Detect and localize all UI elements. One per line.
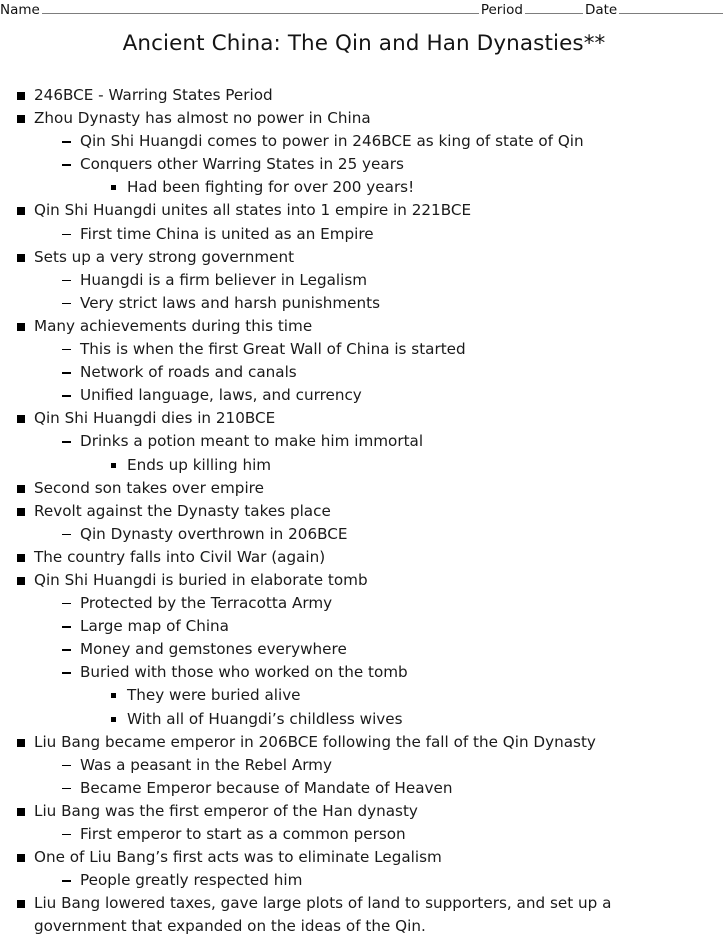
- dash-bullet-icon: [62, 534, 71, 535]
- outline-item-level-1: [0, 246, 728, 269]
- dash-bullet-icon: [62, 672, 71, 673]
- date-label: Date: [584, 2, 618, 18]
- outline-item-text: Network of roads and canals: [80, 363, 297, 382]
- outline-item-text: Second son takes over empire: [34, 478, 264, 497]
- outline-item-text: Qin Shi Huangdi dies in 210BCE: [34, 409, 276, 428]
- dash-bullet-icon: [62, 626, 71, 627]
- square-bullet-icon: [17, 508, 25, 516]
- dash-bullet-icon: [62, 303, 71, 304]
- outline-item-text: Buried with those who worked on the tomb: [80, 663, 408, 682]
- outline-item-level-3: [0, 454, 728, 477]
- page-title: Ancient China: The Qin and Han Dynasties**: [122, 31, 606, 56]
- outline-item-level-2: [0, 223, 728, 246]
- square-bullet-icon: [17, 739, 25, 747]
- outline-item-level-1: [0, 546, 728, 569]
- square-bullet-icon: [17, 415, 25, 423]
- outline-item-text: Sets up a very strong government: [34, 247, 295, 266]
- outline-item-text: Was a peasant in the Rebel Army: [80, 755, 332, 774]
- date-input-rule[interactable]: [619, 1, 723, 14]
- student-info-header: [0, 0, 728, 20]
- outline-item-text: First time China is united as an Empire: [80, 224, 374, 243]
- square-bullet-icon: [17, 854, 25, 862]
- dash-bullet-icon: [62, 441, 71, 442]
- outline-item-level-2: [0, 661, 728, 684]
- outline-item-level-2: [0, 430, 728, 453]
- outline-item-level-2: [0, 153, 728, 176]
- outline-item-level-2: [0, 592, 728, 615]
- outline-item-level-1: [0, 500, 728, 523]
- outline-item-text: This is when the first Great Wall of China is started: [80, 340, 466, 359]
- outline-item-level-1: [0, 407, 728, 430]
- outline-item-text: Drinks a potion meant to make him immortal: [80, 432, 424, 451]
- square-bullet-icon: [17, 92, 25, 100]
- dash-bullet-icon: [62, 141, 71, 142]
- outline-item-text: Had been fighting for over 200 years!: [127, 178, 415, 197]
- outline-item-text: Large map of China: [80, 617, 229, 636]
- outline-item-text: Protected by the Terracotta Army: [80, 594, 333, 613]
- outline-item-text: Zhou Dynasty has almost no power in China: [34, 109, 371, 128]
- outline-item-level-2: [0, 384, 728, 407]
- outline-item-level-2: [0, 638, 728, 661]
- name-label: Name: [0, 2, 40, 18]
- outline-item-level-2: [0, 777, 728, 800]
- outline-item-level-1: [0, 800, 728, 823]
- square-bullet-icon: [17, 577, 25, 585]
- outline-item-text: Liu Bang lowered taxes, gave large plots of land to supporters, and set up a government that expanded on the ideas of the Qin.: [34, 894, 612, 936]
- dash-bullet-icon: [62, 880, 71, 881]
- square-bullet-icon: [17, 554, 25, 562]
- outline-item-text: Revolt against the Dynasty takes place: [34, 501, 331, 520]
- outline-item-level-2: [0, 361, 728, 384]
- outline-item-text: With all of Huangdi’s childless wives: [127, 709, 403, 728]
- outline-item-level-1: [0, 315, 728, 338]
- period-label: Period: [480, 2, 523, 18]
- outline-item-level-1: [0, 731, 728, 754]
- outline-item-text: Conquers other Warring States in 25 years: [80, 155, 404, 174]
- outline-item-text: Very strict laws and harsh punishments: [80, 293, 380, 312]
- outline-item-level-1: [0, 199, 728, 222]
- square-bullet-icon: [17, 323, 25, 331]
- outline-item-level-2: [0, 292, 728, 315]
- dash-bullet-icon: [62, 649, 71, 650]
- dash-bullet-icon: [62, 788, 71, 789]
- outline-item-text: Became Emperor because of Mandate of Heaven: [80, 778, 453, 797]
- outline-item-level-2: [0, 338, 728, 361]
- square-bullet-icon: [111, 717, 116, 722]
- dash-bullet-icon: [62, 164, 71, 165]
- square-bullet-icon: [17, 900, 25, 908]
- dash-bullet-icon: [62, 234, 71, 235]
- square-bullet-icon: [17, 115, 25, 123]
- outline-item-text: Qin Shi Huangdi comes to power in 246BCE as king of state of Qin: [80, 132, 584, 151]
- dash-bullet-icon: [62, 280, 71, 281]
- outline-item-level-3: [0, 708, 728, 731]
- outline-item-level-2: [0, 869, 728, 892]
- outline-item-level-1: [0, 107, 728, 130]
- outline-item-text: Ends up killing him: [127, 455, 272, 474]
- outline-item-level-3: [0, 176, 728, 199]
- period-input-rule[interactable]: [525, 1, 583, 14]
- dash-bullet-icon: [62, 834, 71, 835]
- outline-item-text: One of Liu Bang’s first acts was to eliminate Legalism: [34, 848, 442, 867]
- outline-item-level-2: [0, 269, 728, 292]
- outline-item-text: People greatly respected him: [80, 871, 303, 890]
- outline-item-text: Qin Shi Huangdi is buried in elaborate tomb: [34, 570, 368, 589]
- outline-item-text: Liu Bang became emperor in 206BCE following the fall of the Qin Dynasty: [34, 732, 596, 751]
- outline-list: [0, 84, 728, 938]
- outline-item-level-1: [0, 569, 728, 592]
- outline-item-level-1: [0, 477, 728, 500]
- outline-item-text: Qin Dynasty overthrown in 206BCE: [80, 524, 348, 543]
- outline-item-text: Money and gemstones everywhere: [80, 640, 347, 659]
- outline-item-text: Huangdi is a firm believer in Legalism: [80, 270, 368, 289]
- outline-item-level-2: [0, 523, 728, 546]
- outline-item-level-1: [0, 892, 728, 938]
- outline-item-text: 246BCE - Warring States Period: [34, 86, 273, 104]
- dash-bullet-icon: [62, 395, 71, 396]
- dash-bullet-icon: [62, 349, 71, 350]
- outline-item-text: Qin Shi Huangdi unites all states into 1 empire in 221BCE: [34, 201, 472, 220]
- outline-item-text: They were buried alive: [127, 686, 301, 705]
- outline-item-level-1: [0, 84, 728, 107]
- square-bullet-icon: [111, 693, 116, 698]
- square-bullet-icon: [17, 808, 25, 816]
- outline-item-level-2: [0, 754, 728, 777]
- outline-item-text: Liu Bang was the first emperor of the Han dynasty: [34, 801, 418, 820]
- dash-bullet-icon: [62, 765, 71, 766]
- outline-item-text: First emperor to start as a common person: [80, 825, 406, 843]
- square-bullet-icon: [17, 485, 25, 493]
- outline-item-level-1: [0, 846, 728, 869]
- outline-item-level-3: [0, 684, 728, 707]
- dash-bullet-icon: [62, 372, 71, 373]
- square-bullet-icon: [111, 463, 116, 468]
- outline-item-level-2: [0, 823, 728, 846]
- outline-item-text: Unified language, laws, and currency: [80, 386, 362, 405]
- square-bullet-icon: [17, 207, 25, 215]
- outline-item-level-2: [0, 615, 728, 638]
- outline-item-text: Many achievements during this time: [34, 316, 313, 335]
- outline-item-text: The country falls into Civil War (again): [34, 547, 326, 566]
- square-bullet-icon: [17, 254, 25, 262]
- dash-bullet-icon: [62, 603, 71, 604]
- outline-item-level-2: [0, 130, 728, 153]
- square-bullet-icon: [111, 185, 116, 190]
- name-input-rule[interactable]: [42, 1, 479, 14]
